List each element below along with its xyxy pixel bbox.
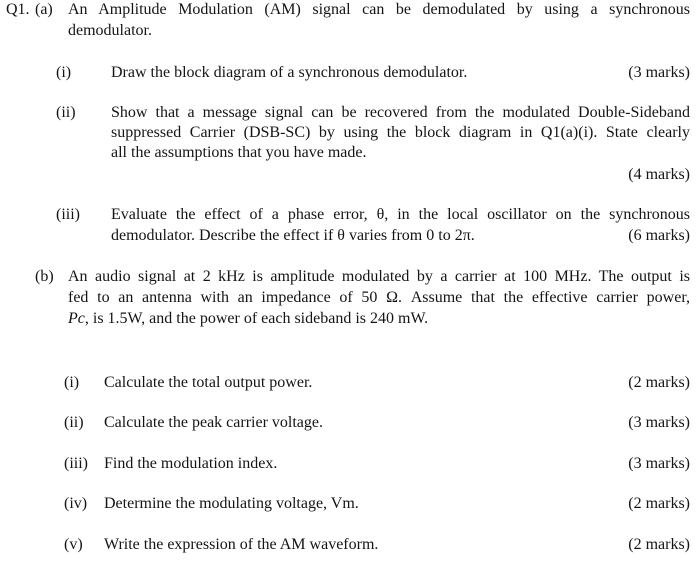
a-i-label: (i) xyxy=(56,64,72,81)
a-ii-line2: suppressed Carrier (DSB-SC) by using the block diagram in Q1(a)(i). State clearly xyxy=(111,124,690,141)
b-v-label: (v) xyxy=(64,536,83,553)
b-ii-marks: (3 marks) xyxy=(628,414,690,431)
part-b-line2: fed to an antenna with an impedance of 50 Ω. Assume that the effective carrier power, xyxy=(68,289,690,306)
b-ii-text: Calculate the peak carrier voltage. xyxy=(104,414,323,431)
part-b-line3-rest: , is 1.5W, and the power of each sideband is 240 mW. xyxy=(84,310,429,327)
part-b-line1: An audio signal at 2 kHz is amplitude modulated by a carrier at 100 MHz. The output is xyxy=(68,268,690,285)
part-b-line3 xyxy=(68,310,428,328)
b-v-marks: (2 marks) xyxy=(628,536,690,553)
b-ii-label: (ii) xyxy=(64,414,84,431)
a-iii-line1: Evaluate the effect of a phase error, θ, in the local oscillator on the synchronous xyxy=(111,206,690,223)
b-i-label: (i) xyxy=(64,374,80,391)
a-iii-label: (iii) xyxy=(56,206,80,223)
part-a-intro-line2: demodulator. xyxy=(68,22,152,39)
a-i-marks: (3 marks) xyxy=(628,64,690,81)
a-iii-line2: demodulator. Describe the effect if θ varies from 0 to 2π. xyxy=(111,227,475,244)
a-iii-marks: (6 marks) xyxy=(628,227,690,244)
a-ii-line1: Show that a message signal can be recovered from the modulated Double-Sideband xyxy=(111,104,690,121)
b-iv-text: Determine the modulating voltage, Vm. xyxy=(104,495,359,512)
b-iii-label: (iii) xyxy=(64,455,88,472)
part-a-label: (a) xyxy=(35,1,53,18)
a-ii-label: (ii) xyxy=(56,104,76,121)
part-b-label: (b) xyxy=(35,268,54,285)
a-i-text: Draw the block diagram of a synchronous demodulator. xyxy=(111,64,468,81)
b-v-text: Write the expression of the AM waveform. xyxy=(104,536,379,553)
b-i-text: Calculate the total output power. xyxy=(104,374,313,391)
b-iii-marks: (3 marks) xyxy=(628,455,690,472)
a-ii-line3: all the assumptions that you have made. xyxy=(111,144,367,161)
question-number: Q1. xyxy=(6,1,30,18)
b-iii-text: Find the modulation index. xyxy=(104,455,278,472)
carrier-power-symbol: Pc xyxy=(68,310,85,327)
b-iv-label: (iv) xyxy=(64,495,88,512)
part-a-intro-line1: An Amplitude Modulation (AM) signal can be demodulated by using a synchronous xyxy=(68,1,690,18)
a-ii-marks: (4 marks) xyxy=(628,166,690,183)
b-i-marks: (2 marks) xyxy=(628,374,690,391)
b-iv-marks: (2 marks) xyxy=(628,495,690,512)
